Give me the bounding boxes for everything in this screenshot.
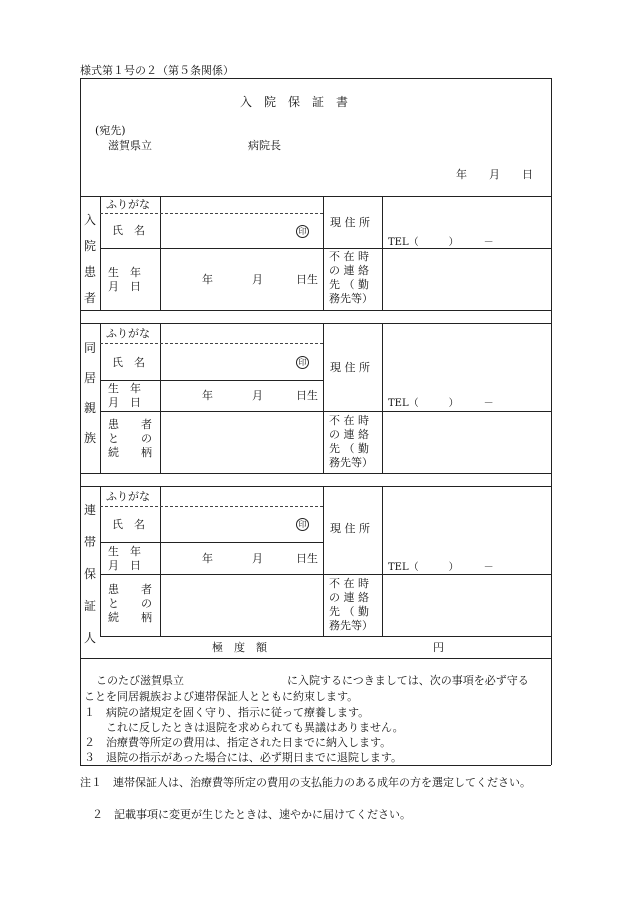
guarantor-absence-contact-label: 不 在 時 の 連 絡 先 （ 勤 務先等）	[329, 577, 373, 632]
family-absence-contact-field[interactable]	[384, 413, 549, 471]
pledge-intro-part1: このたび滋賀県立	[96, 674, 184, 687]
date-month[interactable]: 月	[489, 168, 500, 181]
patient-seal-mark: 印	[296, 225, 309, 238]
family-seal-mark: 印	[296, 356, 309, 369]
guarantor-relation-field[interactable]	[162, 576, 320, 634]
date-day[interactable]: 日	[522, 168, 533, 181]
family-relation-label: 患 者 と の 続 柄	[108, 418, 152, 459]
guarantor-seal-mark: 印	[296, 518, 309, 531]
guarantor-furigana-field[interactable]	[162, 488, 320, 505]
family-label: 同 居 親 族	[83, 341, 96, 445]
patient-address-field[interactable]	[384, 198, 549, 232]
guarantor-furigana-label: ふりがな	[106, 490, 150, 503]
guarantor-address-label: 現 住 所	[330, 522, 370, 535]
pledge-item-1-cont: これに反したときは退院を求められても異議はありません。	[106, 721, 404, 734]
guarantor-relation-label: 患 者 と の 続 柄	[108, 583, 152, 624]
patient-address-label: 現 住 所	[330, 216, 370, 229]
patient-name-label: 氏 名	[112, 224, 145, 237]
patient-absence-contact-label: 不 在 時 の 連 絡 先 （ 勤 務先等）	[329, 250, 373, 305]
patient-furigana-field[interactable]	[162, 198, 320, 212]
family-furigana-label: ふりがな	[106, 327, 150, 340]
guarantor-address-field[interactable]	[384, 488, 549, 556]
hospital-suffix: 病院長	[248, 139, 281, 152]
patient-furigana-label: ふりがな	[106, 198, 150, 211]
family-name-label: 氏 名	[112, 356, 145, 369]
pledge-hospital-name-field[interactable]	[176, 672, 284, 687]
document-title: 入 院 保 証 書	[240, 95, 349, 109]
guarantor-birth-month[interactable]: 月	[252, 552, 263, 565]
guarantor-birth-year[interactable]: 年	[202, 552, 213, 565]
patient-label: 入 院 患 者	[83, 213, 96, 305]
patient-birth-year[interactable]: 年	[202, 273, 213, 286]
family-relation-field[interactable]	[162, 413, 320, 471]
pledge-intro-line2: ことを同居親族および連帯保証人とともに約束します。	[84, 690, 359, 703]
patient-birth-month[interactable]: 月	[252, 273, 263, 286]
limit-amount-field[interactable]	[300, 638, 540, 656]
addressee-label: (宛先)	[95, 124, 126, 137]
pledge-item-1: １ 病院の諸規定を固く守り、指示に従って療養します。	[84, 706, 370, 719]
form-id: 様式第１号の２（第５条関係）	[80, 64, 234, 77]
patient-birth-label-top: 生 年	[108, 266, 141, 279]
note-1: 注１ 連帯保証人は、治療費等所定の費用の支払能力のある成年の方を選定してください。	[80, 776, 531, 789]
patient-absence-contact-field[interactable]	[384, 250, 549, 308]
date-year[interactable]: 年	[456, 168, 467, 181]
family-absence-contact-label: 不 在 時 の 連 絡 先 （ 勤 務先等）	[329, 414, 373, 469]
guarantor-tel[interactable]: TEL（ ） －	[388, 562, 494, 573]
limit-amount-yen: 円	[433, 641, 444, 654]
guarantor-absence-contact-field[interactable]	[384, 576, 549, 634]
family-address-field[interactable]	[384, 325, 549, 393]
guarantor-birth-day[interactable]: 日生	[296, 552, 318, 565]
family-birth-year[interactable]: 年	[202, 389, 213, 402]
pledge-item-3: ３ 退院の指示があった場合には、必ず期日までに退院します。	[84, 751, 403, 764]
family-birth-label-top: 生 年	[108, 382, 141, 395]
guarantor-birth-label-bottom: 月 日	[108, 559, 141, 572]
patient-birth-label-bottom: 月 日	[108, 280, 141, 293]
guarantor-name-label: 氏 名	[112, 518, 145, 531]
guarantor-birth-label-top: 生 年	[108, 545, 141, 558]
patient-birth-day[interactable]: 日生	[296, 273, 318, 286]
family-birth-label-bottom: 月 日	[108, 396, 141, 409]
family-furigana-field[interactable]	[162, 325, 320, 342]
limit-amount-label: 極 度 額	[212, 641, 267, 654]
guarantor-label: 連 帯 保 証 人	[83, 503, 96, 645]
note-2: ２ 記載事項に変更が生じたときは、速やかに届けてください。	[92, 808, 411, 821]
family-tel[interactable]: TEL（ ） －	[388, 398, 494, 409]
patient-tel[interactable]: TEL（ ） －	[388, 237, 494, 248]
family-birth-month[interactable]: 月	[252, 389, 263, 402]
family-birth-day[interactable]: 日生	[296, 389, 318, 402]
pledge-intro-part2: に入院するにつきましては、次の事項を必ず守る	[287, 674, 529, 687]
hospital-prefix: 滋賀県立	[108, 139, 152, 152]
family-address-label: 現 住 所	[330, 361, 370, 374]
pledge-item-2: ２ 治療費等所定の費用は、指定された日までに納入します。	[84, 736, 392, 749]
